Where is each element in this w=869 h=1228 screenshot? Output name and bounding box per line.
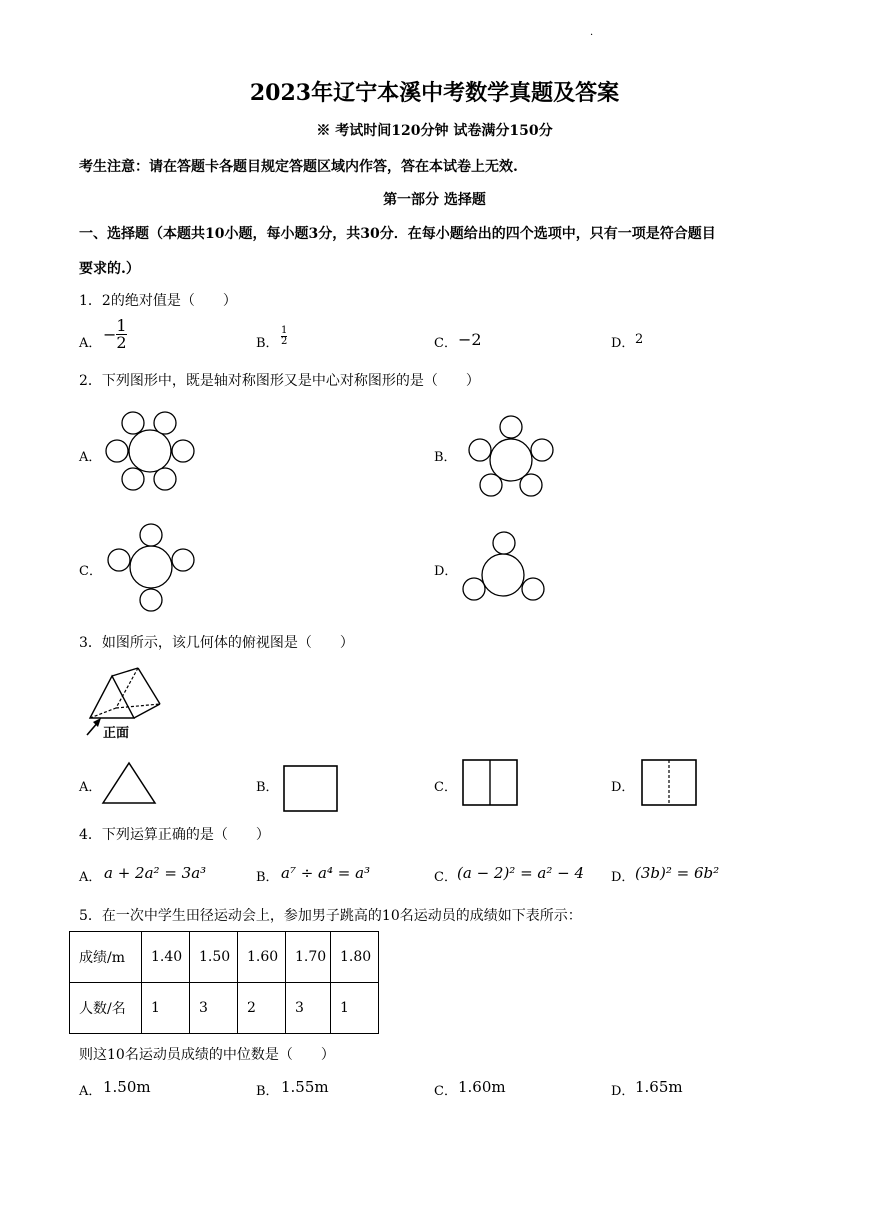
q5-option-c: 1.60m [458,1078,506,1096]
q4-option-b: a⁷ ÷ a⁴ = a³ [281,864,371,882]
q2-figure-b [460,410,560,500]
q2-stem: 2．下列图形中，既是轴对称图形又是中心对称图形的是（ ） [79,373,480,389]
q2-option-a-label: A． [79,450,102,465]
q5-option-a-label: A． [79,1084,102,1099]
q1-a-fraction [116,318,126,351]
q1-b-denominator: 2 [281,336,288,347]
student-notice: 考生注意：请在答题卡各题目规定答题区域内作答，答在本试卷上无效. [79,159,518,175]
q1-option-b-label: B． [256,336,279,351]
q3-option-d-label: D． [611,780,635,795]
q5-option-d-label: D． [611,1084,635,1099]
q3-option-d-rectangle-dashed-line [640,758,698,808]
q3-option-c-label: C． [434,780,457,795]
q1-option-c: −2 [458,330,482,349]
q1-option-a [103,318,127,351]
q4-option-d-label: D． [611,870,635,885]
q1-option-c-label: C． [434,336,457,351]
table-cell: 3 [190,983,238,1034]
q1-a-denominator: 2 [116,333,127,352]
q2-figure-d [455,525,555,610]
q3-option-b-label: B． [256,780,279,795]
q3-option-a-triangle [100,760,160,808]
table-cell: 人数/名 [70,983,142,1034]
table-cell: 1 [142,983,190,1034]
q2-figure-a [100,405,200,495]
q3-stem: 3．如图所示，该几何体的俯视图是（ ） [79,635,354,651]
q1-option-d-label: D． [611,336,635,351]
table-cell: 1.40 [142,932,190,983]
table-cell: 2 [238,983,286,1034]
q4-option-c-label: C． [434,870,457,885]
q5-option-b: 1.55m [281,1078,329,1096]
q1-a-numerator: 1 [116,316,127,335]
q2-figure-c [100,520,200,615]
q4-option-d: (3b)² = 6b² [635,864,720,882]
q5-option-c-label: C． [434,1084,457,1099]
q1-b-numerator: 1 [281,325,288,336]
q2-option-b-label: B． [434,450,457,465]
section-heading-line2: 要求的.） [79,261,140,277]
q3-option-c-rectangle-solid-line [461,758,519,808]
table-cell: 1 [331,983,379,1034]
q4-stem: 4．下列运算正确的是（ ） [79,827,270,843]
q2-option-c-label: C． [79,564,102,579]
q3-option-a-label: A． [79,780,102,795]
table-cell: 成绩/m [70,932,142,983]
q3-option-b-rectangle [282,764,340,814]
table-cell: 1.60 [238,932,286,983]
q4-option-c: (a − 2)² = a² − 4 [457,864,585,882]
front-view-label: 正面 [103,726,130,741]
corner-dot: · [590,30,594,41]
part-heading: 第一部分 选择题 [383,192,486,208]
table-cell: 3 [286,983,331,1034]
q3-prism-figure [80,660,170,722]
q4-option-a: a + 2a² = 3a³ [104,864,207,882]
q5-option-d: 1.65m [635,1078,683,1096]
section-heading-line1: 一、选择题（本题共10小题，每小题3分，共30分．在每小题给出的四个选项中，只有一项是符合题目 [79,226,716,242]
q1-option-d: 2 [635,332,644,347]
table-cell: 1.80 [331,932,379,983]
q1-a-sign: − [103,325,117,344]
q4-option-b-label: B． [256,870,279,885]
table-row [70,983,379,1034]
q2-option-d-label: D． [434,564,458,579]
exam-info: ※ 考试时间120分钟 试卷满分150分 [316,123,553,139]
q5-stem: 5．在一次中学生田径运动会上，参加男子跳高的10名运动员的成绩如下表所示： [79,908,582,924]
page-title: 2023年辽宁本溪中考数学真题及答案 [249,80,620,106]
score-table [69,931,379,1034]
table-cell: 1.50 [190,932,238,983]
q1-b-fraction [281,326,287,347]
q1-option-b [281,326,287,347]
table-cell: 1.70 [286,932,331,983]
front-arrow-icon [84,716,104,738]
q5-option-a: 1.50m [103,1078,151,1096]
q1-stem: 1．2的绝对值是（ ） [79,293,237,309]
q5-question: 则这10名运动员成绩的中位数是（ ） [79,1047,335,1063]
q1-option-a-label: A． [79,336,102,351]
q4-option-a-label: A． [79,870,102,885]
q5-option-b-label: B． [256,1084,279,1099]
table-row [70,932,379,983]
